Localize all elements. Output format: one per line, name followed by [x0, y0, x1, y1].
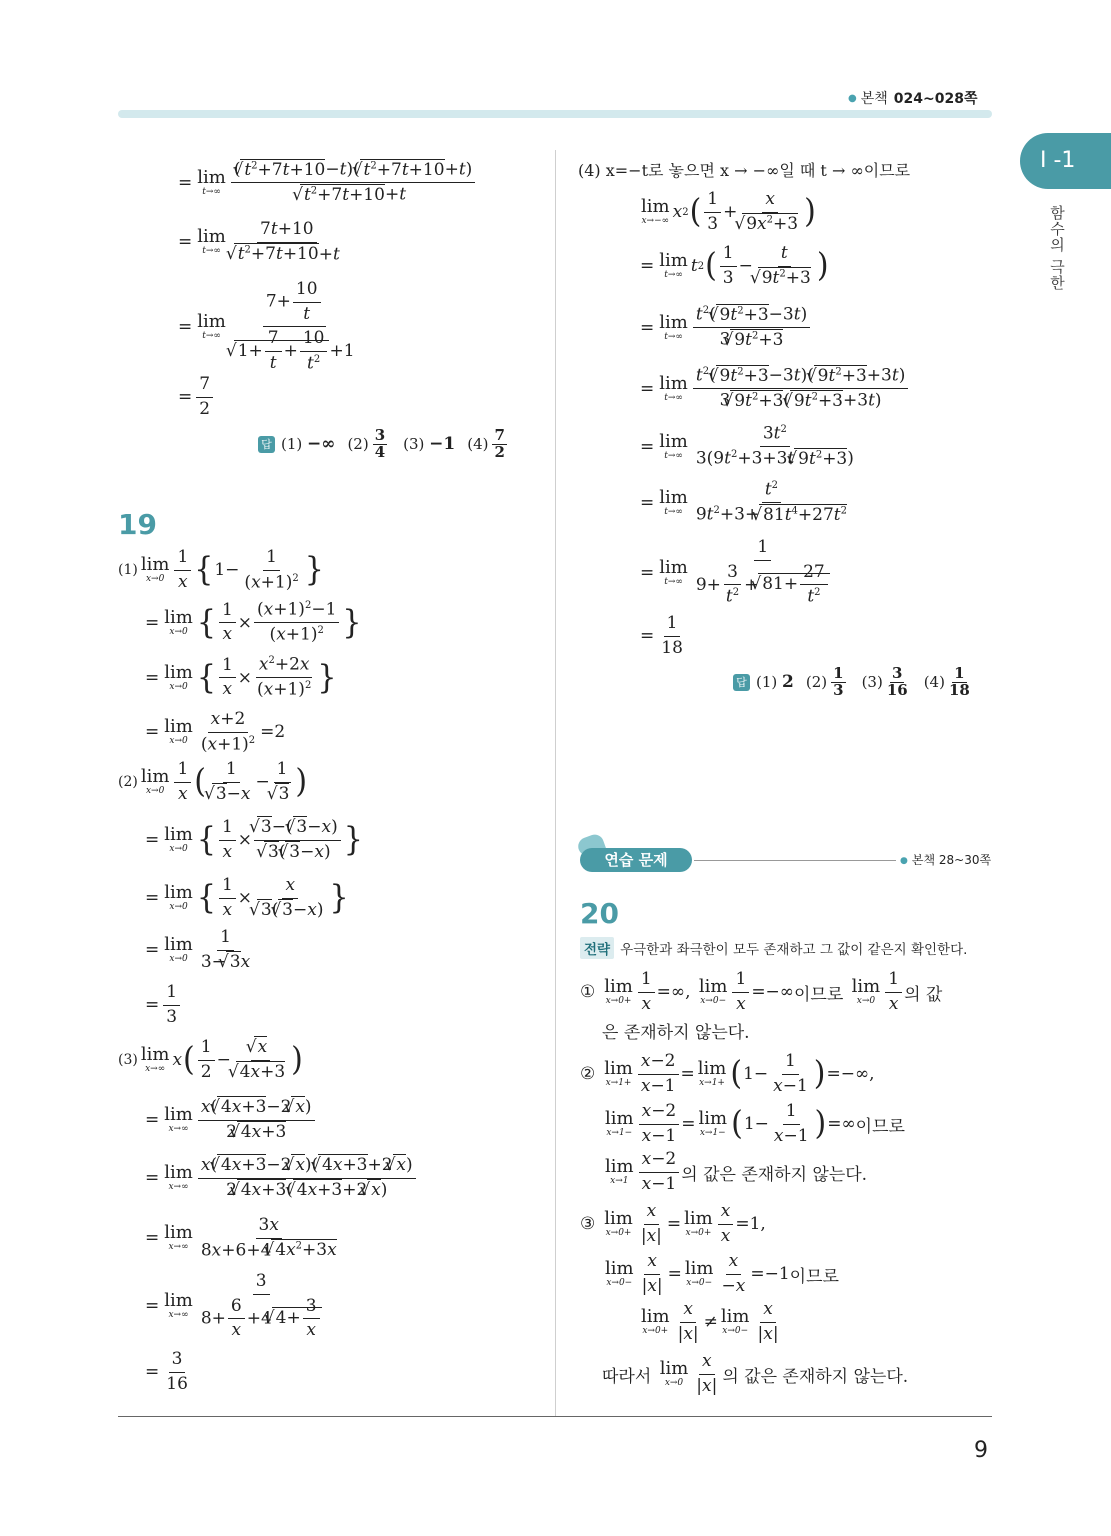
header-bar	[118, 110, 992, 118]
math-line: = $\frac{7}{2}$	[176, 375, 215, 419]
math-line: = lim x→0 { $\frac{1}{x}$ × $\frac{(x+1)^2-1}{(x+1)^2}$ }	[145, 599, 362, 645]
math-line: = lim t→∞ 7+ $\frac{10}{t}$ √ 1+ $\frac{7}{t}$ + $\frac{10}{t^2}$ +1	[176, 280, 360, 374]
chapter-title: 함수의 극한	[1048, 205, 1066, 291]
choice-2-line2: lim x→1− $\frac{x-2}{x-1}$ = lim x→1− ( 1− $\frac{1}{x-1}$ ) =∞ 이므로	[605, 1101, 905, 1146]
problem-number: 20	[580, 897, 619, 930]
choice-3: ③ lim x→0+ $\frac{x}{|x|}$ = lim x→0+ $\frac{x}{x}$ =1,	[580, 1201, 766, 1246]
math-line: = lim t→∞ (√ $t^2+7t+10-t)(√$ $t^2+7t+10+t$) √ $t^2+7t+10+t$	[176, 160, 477, 205]
math-line: = lim t→∞ $\frac{t^2}{9t^2+3+√ 81t^4+27t^2}$	[638, 480, 852, 525]
practice-page-reference: ● 본책 28~30쪽	[900, 853, 992, 867]
choice-2-line3: lim x→1 $\frac{x-2}{x-1}$ 의 값은 존재하지 않는다.	[605, 1149, 868, 1194]
math-line: = lim x→0 { $\frac{1}{x}$ × √ 3−(√ 3−x) √ 3(√ 3−x) }	[143, 818, 364, 862]
math-line: = lim t→∞ $\frac{3t^2}{3(9t^2+3+3t√ 9t^2+3)}$	[638, 424, 859, 469]
math-line: (3) lim x→∞ x ( $\frac{1}{2}$ − √ x √ 4x+3 )	[118, 1038, 304, 1082]
column-divider	[555, 150, 556, 1416]
math-line: = $\frac{3}{16}$	[145, 1349, 188, 1394]
math-line: = lim t→∞ $\frac{t^2(√ 9t^2+3-3t)}{3√ 9t^2+3}$	[638, 305, 812, 350]
choice-3-line3: lim x→0+ $\frac{x}{|x|}$ ≠ lim x→0− $\frac{x}{|x|}$	[641, 1299, 779, 1344]
header-page-reference: ● 본책 024~028쪽	[848, 91, 978, 107]
math-line: = lim x→∞ $\frac{3x}{8x+6+4√ 4x^2+3x}$	[143, 1216, 342, 1261]
math-line: = lim t→∞ $\frac{t^2(√ 9t^2+3-3t)(√ 9t^2+3+3t)}{3√ 9t^2+3(√ 9t^2+3+3t)}$	[638, 366, 910, 411]
answer-line-18: 답 (1) −∞ (2) 3 4 (3) −1 (4) 7 2	[258, 428, 511, 461]
choice-1: ① lim x→0+ $\frac{1}{x}$ =∞, lim x→0− $\frac{1}{x}$ =−∞ 이므로 lim x→0 $\frac{1}{x}$ 의 값	[580, 969, 943, 1014]
math-line: = lim t→∞ 1 9+ $\frac{3}{t^2}$ +√ 81+ $\frac{27}{t^2}$	[638, 538, 835, 607]
math-line: = lim x→0 $\frac{x+2}{(x+1)^2}$ =2	[145, 709, 286, 755]
bullet-icon: ●	[848, 93, 857, 104]
practice-divider	[694, 860, 896, 861]
math-line: (1) lim x→0 $\frac{1}{x}$ { 1− $\frac{1}{(x+1)^2}$ }	[118, 547, 324, 593]
problem-number: 19	[118, 508, 157, 541]
problem-intro: (4) x=−t로 놓으면 x → −∞일 때 t → ∞이므로	[578, 161, 911, 180]
math-line: = $\frac{1}{3}$	[143, 983, 182, 1027]
chapter-tab: Ⅰ -1	[1020, 133, 1111, 189]
page-number: 9	[974, 1438, 988, 1463]
bottom-rule	[118, 1416, 992, 1417]
math-line: = lim x→∞ $\frac{x(√ 4x+3-2√ x)(√ 4x+3+2√ x)}{2√ 4x+3(√ 4x+3+2√ x)}$	[143, 1156, 418, 1200]
math-line: = lim x→0 { $\frac{1}{x}$ × $\frac{x^2+2x}{(x+1)^2}$ }	[145, 654, 337, 700]
math-line: lim x→−∞ x 2 ( $\frac{1}{3}$ + x √ $9x^2+3$ )	[638, 190, 817, 235]
math-line: = lim t→∞ t 2 ( $\frac{1}{3}$ − t √ $9t^2+3$ )	[638, 244, 830, 289]
math-line: = lim x→∞ 3 8+ $\frac{6}{x}$ +4√ 4+ $\frac{3}{x}$	[143, 1272, 327, 1341]
math-line: = lim x→0 $\frac{1}{3-√ 3x}$	[143, 928, 255, 972]
choice-3-conclusion: 따라서 lim x→0 $\frac{x}{|x|}$ 의 값은 존재하지 않는다.	[602, 1351, 909, 1396]
answer-line-19: 답 (1) 2 (2) 1 3 (3) 3 16 (4) 1 18	[733, 666, 974, 699]
math-line: (2) lim x→0 $\frac{1}{x}$ ( 1 √ 3−x − 1 √ 3 )	[118, 760, 308, 804]
math-line: = lim x→∞ $\frac{x(√ 4x+3-2√ x)}{2√ 4x+3}$	[143, 1098, 317, 1142]
choice-1-line2: 은 존재하지 않는다.	[602, 1023, 750, 1043]
choice-3-line2: lim x→0− $\frac{x}{|x|}$ = lim x→0− $\frac{x}{-x}$ =−1 이므로	[605, 1251, 839, 1296]
math-line: = lim t→∞ 7t+10 √ $t^2+7t+10+t$	[176, 220, 345, 265]
math-line: = $\frac{1}{18}$	[640, 613, 683, 658]
math-line: = lim x→0 { $\frac{1}{x}$ × x √ 3(√ 3−x) }	[143, 876, 350, 920]
strategy-line: 전략 우극한과 좌극한이 모두 존재하고 그 값이 같은지 확인한다.	[580, 937, 967, 959]
choice-2: ② lim x→1+ $\frac{x-2}{x-1}$ = lim x→1+ ( 1− $\frac{1}{x-1}$ ) =−∞,	[580, 1051, 875, 1096]
strategy-tag: 전략	[580, 937, 614, 959]
bullet-icon: ●	[900, 856, 908, 866]
practice-section-label: 연습 문제	[580, 848, 692, 872]
